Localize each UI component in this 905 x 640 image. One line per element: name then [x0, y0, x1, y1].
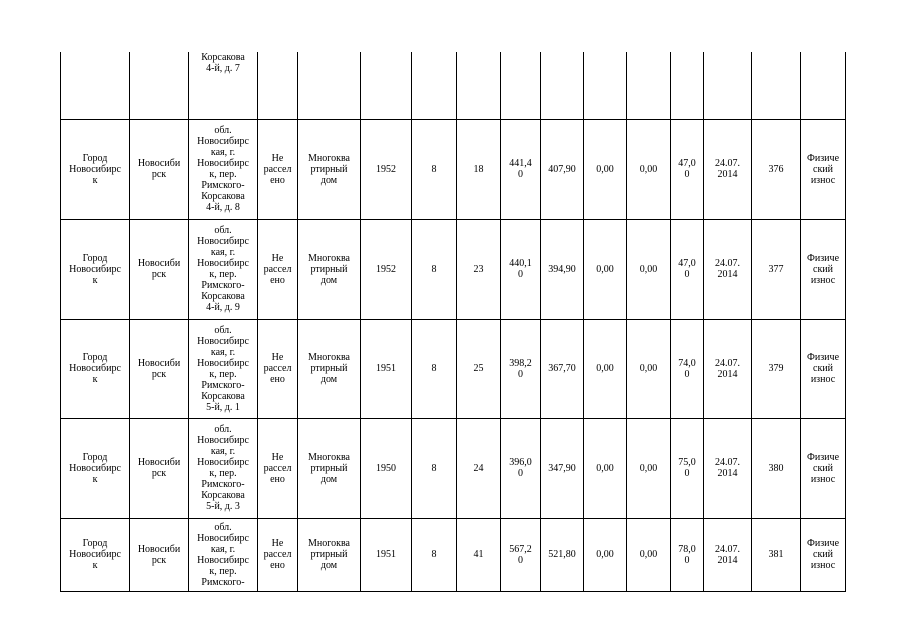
city-cell — [61, 319, 130, 418]
cell-line: 75,0 — [678, 457, 696, 468]
value-cell: 0,00 — [627, 418, 671, 518]
cell-line: к, пер. — [209, 368, 237, 380]
cell-line: Новосибирс — [197, 457, 249, 468]
cell-line: ено — [270, 174, 285, 186]
cell-line: Не — [271, 152, 284, 164]
living-area-cell: 394,90 — [541, 219, 584, 319]
cell-line: рассел — [263, 462, 292, 474]
cell-line: к, пер. — [209, 169, 237, 180]
cell-line: ено — [270, 274, 285, 286]
cell-line: кая, г. — [210, 446, 236, 457]
cell-line: к — [92, 274, 98, 286]
floors-cell: 8 — [412, 418, 457, 518]
living-area-cell: 347,90 — [541, 418, 584, 518]
cell-line: Новосибирс — [197, 236, 249, 247]
value-cell: 0,00 — [627, 319, 671, 418]
city-cell — [61, 518, 130, 591]
wear-percent-cell — [671, 319, 704, 418]
resettlement-status-cell — [258, 52, 298, 119]
cell-line: Римского- — [201, 479, 245, 490]
cell-line: 4-й, д. 9 — [206, 302, 240, 313]
cell-line: 398,2 — [509, 357, 532, 369]
cell-line: ский — [813, 263, 833, 275]
cell-line: 47,0 — [678, 258, 696, 269]
resettlement-status-cell — [258, 119, 298, 219]
cell-line: Не — [271, 538, 284, 549]
apartments-cell: 24 — [457, 418, 501, 518]
cell-line: 5-й, д. 1 — [206, 401, 240, 413]
reason-cell — [801, 418, 846, 518]
value-cell: 0,00 — [584, 119, 627, 219]
cell-line: Физиче — [806, 538, 840, 549]
cell-line: ртирный — [310, 163, 348, 175]
cell-line: износ — [810, 473, 836, 485]
cell-line: Город — [82, 451, 108, 463]
cell-line: кая, г. — [210, 247, 236, 258]
cell-line: износ — [810, 560, 836, 571]
cell-line: Новосиби — [137, 543, 181, 555]
cell-line: обл. — [214, 324, 232, 336]
date-cell — [704, 319, 752, 418]
cell-line: Город — [82, 152, 108, 164]
cell-line: Римского- — [201, 576, 245, 588]
document-number-cell: 379 — [752, 319, 801, 418]
cell-line: 2014 — [717, 468, 738, 479]
cell-line: 0 — [684, 269, 690, 280]
city-cell — [61, 119, 130, 219]
reason-cell — [801, 219, 846, 319]
cell-line: Корсакова — [201, 191, 245, 202]
apartments-cell: 23 — [457, 219, 501, 319]
building-type-cell — [298, 219, 361, 319]
cell-line: Физиче — [806, 352, 840, 363]
reason-cell — [801, 119, 846, 219]
date-cell — [704, 518, 752, 591]
value-cell: 0,00 — [627, 518, 671, 591]
cell-line: ский — [813, 363, 833, 374]
value-cell: 0,00 — [584, 319, 627, 418]
floors-cell: 8 — [412, 219, 457, 319]
cell-line: Новосибирс — [197, 357, 249, 369]
cell-line: дом — [320, 473, 338, 485]
value-cell: 0,00 — [627, 119, 671, 219]
year-cell: 1950 — [361, 418, 412, 518]
cell-line: Новосибирс — [197, 532, 249, 544]
total-area-cell — [501, 319, 541, 418]
apartments-cell: 25 — [457, 319, 501, 418]
cell-line: 24.07. — [715, 158, 740, 169]
building-type-cell — [298, 52, 361, 119]
cell-line: 0 — [684, 468, 690, 479]
apartments-cell — [457, 52, 501, 119]
total-area-cell — [501, 52, 541, 119]
cell-line: обл. — [214, 225, 232, 236]
cell-line: Новосибирс — [69, 462, 121, 474]
table-row — [61, 219, 846, 319]
cell-line: дом — [320, 374, 338, 385]
cell-line: Физиче — [806, 152, 840, 164]
cell-line: 0 — [518, 368, 523, 380]
cell-line: к — [92, 174, 98, 186]
cell-line: Новосиби — [137, 457, 181, 468]
cell-line: ртирный — [310, 549, 348, 560]
cell-line: кая, г. — [210, 346, 236, 358]
cell-line: 74,0 — [678, 357, 696, 369]
cell-line: Многоква — [308, 352, 350, 363]
cell-line: кая, г. — [210, 147, 236, 158]
cell-line: 5-й, д. 3 — [206, 501, 240, 512]
cell-line: 0 — [684, 554, 690, 566]
cell-line: рск — [151, 554, 167, 566]
cell-line: рск — [151, 269, 167, 280]
cell-line: кая, г. — [210, 543, 236, 555]
cell-line: 0 — [518, 269, 523, 280]
cell-line: Многоква — [308, 451, 350, 463]
cell-line: Город — [82, 352, 108, 363]
cell-line: Новосиби — [137, 357, 181, 369]
cell-line: рассел — [263, 163, 292, 175]
cell-line: 2014 — [717, 169, 738, 180]
cell-line: 2014 — [717, 269, 738, 280]
reason-cell — [801, 518, 846, 591]
cell-line: рск — [151, 468, 167, 479]
cell-line: 4-й, д. 8 — [206, 202, 240, 213]
value-cell: 0,00 — [627, 219, 671, 319]
living-area-cell: 367,70 — [541, 319, 584, 418]
cell-line: ртирный — [310, 462, 348, 474]
resettlement-status-cell — [258, 219, 298, 319]
cell-line: Многоква — [308, 152, 350, 164]
cell-line: ский — [813, 462, 833, 474]
cell-line: 24.07. — [715, 357, 740, 369]
cell-line: Физиче — [806, 252, 840, 264]
city-cell — [61, 52, 130, 119]
cell-line: Физиче — [806, 451, 840, 463]
cell-line: обл. — [214, 424, 232, 435]
cell-line: дом — [320, 274, 338, 286]
cell-line: обл. — [214, 521, 232, 533]
value-cell: 0,00 — [584, 219, 627, 319]
building-type-cell — [298, 319, 361, 418]
cell-line: износ — [810, 174, 836, 186]
cell-line: ский — [813, 549, 833, 560]
cell-line: 396,0 — [509, 457, 532, 468]
document-number-cell: 376 — [752, 119, 801, 219]
cell-line: 0 — [518, 169, 523, 180]
municipality-cell — [130, 119, 189, 219]
cell-line: 0 — [684, 169, 690, 180]
reason-cell — [801, 52, 846, 119]
cell-line: Город — [82, 538, 108, 549]
table-row — [61, 319, 846, 418]
table-row — [61, 518, 846, 591]
housing-register-table — [60, 52, 846, 592]
building-type-cell — [298, 418, 361, 518]
cell-line: 440,1 — [509, 258, 532, 269]
cell-line: Корсакова — [201, 490, 245, 501]
cell-line: 0 — [684, 368, 690, 380]
cell-line: обл. — [214, 125, 232, 136]
address-cell — [189, 219, 258, 319]
cell-line: Новосибирс — [69, 163, 121, 175]
cell-line: износ — [810, 274, 836, 286]
cell-line: износ — [810, 374, 836, 385]
cell-line: Город — [82, 252, 108, 264]
cell-line: Новосиби — [137, 158, 181, 169]
cell-line: ртирный — [310, 363, 348, 374]
municipality-cell — [130, 518, 189, 591]
municipality-cell — [130, 52, 189, 119]
wear-percent-cell — [671, 219, 704, 319]
cell-line: 24.07. — [715, 457, 740, 468]
cell-line: к, пер. — [209, 269, 237, 280]
municipality-cell — [130, 418, 189, 518]
municipality-cell — [130, 319, 189, 418]
resettlement-status-cell — [258, 319, 298, 418]
cell-line: Многоква — [308, 538, 350, 549]
cell-line: Корсакова — [201, 390, 245, 402]
cell-line: Новосибирс — [197, 158, 249, 169]
year-cell: 1952 — [361, 119, 412, 219]
cell-line: Не — [271, 252, 284, 264]
cell-line: ский — [813, 163, 833, 175]
city-cell — [61, 219, 130, 319]
address-cell — [189, 119, 258, 219]
table-row — [61, 119, 846, 219]
cell-line: 47,0 — [678, 158, 696, 169]
cell-line: Римского- — [201, 180, 245, 191]
cell-line: ртирный — [310, 263, 348, 275]
cell-line: к, пер. — [209, 468, 237, 479]
value-cell: 0,00 — [584, 418, 627, 518]
building-type-cell — [298, 518, 361, 591]
cell-line: ено — [270, 374, 285, 385]
cell-line: 441,4 — [509, 158, 532, 169]
cell-line: Римского- — [201, 379, 245, 391]
cell-line: дом — [320, 560, 338, 571]
cell-line: к — [92, 560, 98, 571]
value-cell — [584, 52, 627, 119]
living-area-cell — [541, 52, 584, 119]
cell-line: 24.07. — [715, 543, 740, 555]
cell-line: дом — [320, 174, 338, 186]
wear-percent-cell — [671, 119, 704, 219]
resettlement-status-cell — [258, 518, 298, 591]
cell-line: 2014 — [717, 368, 738, 380]
table-row — [61, 418, 846, 518]
cell-line: 0 — [518, 554, 523, 566]
total-area-cell — [501, 219, 541, 319]
address-cell — [189, 319, 258, 418]
cell-line: 78,0 — [678, 543, 696, 555]
year-cell — [361, 52, 412, 119]
cell-line: рассел — [263, 549, 292, 560]
year-cell: 1951 — [361, 319, 412, 418]
table-body — [61, 52, 846, 591]
cell-line: 567,2 — [509, 543, 532, 555]
floors-cell — [412, 52, 457, 119]
reason-cell — [801, 319, 846, 418]
cell-line: 2014 — [717, 554, 738, 566]
cell-line: Новосибирс — [69, 549, 121, 560]
cell-line: Новосибирс — [69, 363, 121, 374]
cell-line: Многоква — [308, 252, 350, 264]
cell-line: к — [92, 374, 98, 385]
cell-line: рассел — [263, 363, 292, 374]
cell-line: Корсакова — [201, 291, 245, 302]
cell-line: Новосибирс — [69, 263, 121, 275]
cell-line: Не — [271, 352, 284, 363]
building-type-cell — [298, 119, 361, 219]
cell-line: Римского- — [201, 280, 245, 291]
cell-line: ено — [270, 473, 285, 485]
total-area-cell — [501, 418, 541, 518]
year-cell: 1951 — [361, 518, 412, 591]
value-cell: 0,00 — [584, 518, 627, 591]
floors-cell: 8 — [412, 319, 457, 418]
cell-line: рассел — [263, 263, 292, 275]
year-cell: 1952 — [361, 219, 412, 319]
value-cell — [627, 52, 671, 119]
cell-line: Не — [271, 451, 284, 463]
date-cell — [704, 119, 752, 219]
cell-line: Новосиби — [137, 258, 181, 269]
cell-line: к — [92, 473, 98, 485]
wear-percent-cell — [671, 52, 704, 119]
floors-cell: 8 — [412, 518, 457, 591]
living-area-cell: 521,80 — [541, 518, 584, 591]
total-area-cell — [501, 518, 541, 591]
wear-percent-cell — [671, 518, 704, 591]
address-cell — [189, 518, 258, 591]
cell-line: Новосибирс — [197, 335, 249, 347]
cell-line: Новосибирс — [197, 136, 249, 147]
date-cell — [704, 418, 752, 518]
date-cell — [704, 219, 752, 319]
cell-line: к, пер. — [209, 565, 237, 577]
address-cell — [189, 418, 258, 518]
document-number-cell: 377 — [752, 219, 801, 319]
living-area-cell: 407,90 — [541, 119, 584, 219]
address-cell — [189, 52, 258, 119]
total-area-cell — [501, 119, 541, 219]
apartments-cell: 41 — [457, 518, 501, 591]
wear-percent-cell — [671, 418, 704, 518]
cell-line: Новосибирс — [197, 554, 249, 566]
floors-cell: 8 — [412, 119, 457, 219]
city-cell — [61, 418, 130, 518]
date-cell — [704, 52, 752, 119]
cell-line: рск — [151, 169, 167, 180]
cell-line: рск — [151, 368, 167, 380]
cell-line: Новосибирс — [197, 258, 249, 269]
cell-line: 0 — [518, 468, 523, 479]
cell-line: Новосибирс — [197, 435, 249, 446]
table-row-partial — [61, 52, 846, 119]
cell-line: Корсакова — [201, 52, 245, 63]
apartments-cell: 18 — [457, 119, 501, 219]
cell-line: 4-й, д. 7 — [206, 63, 240, 74]
document-number-cell: 380 — [752, 418, 801, 518]
document-number-cell — [752, 52, 801, 119]
cell-line: ено — [270, 560, 285, 571]
resettlement-status-cell — [258, 418, 298, 518]
document-number-cell: 381 — [752, 518, 801, 591]
municipality-cell — [130, 219, 189, 319]
cell-line: 24.07. — [715, 258, 740, 269]
